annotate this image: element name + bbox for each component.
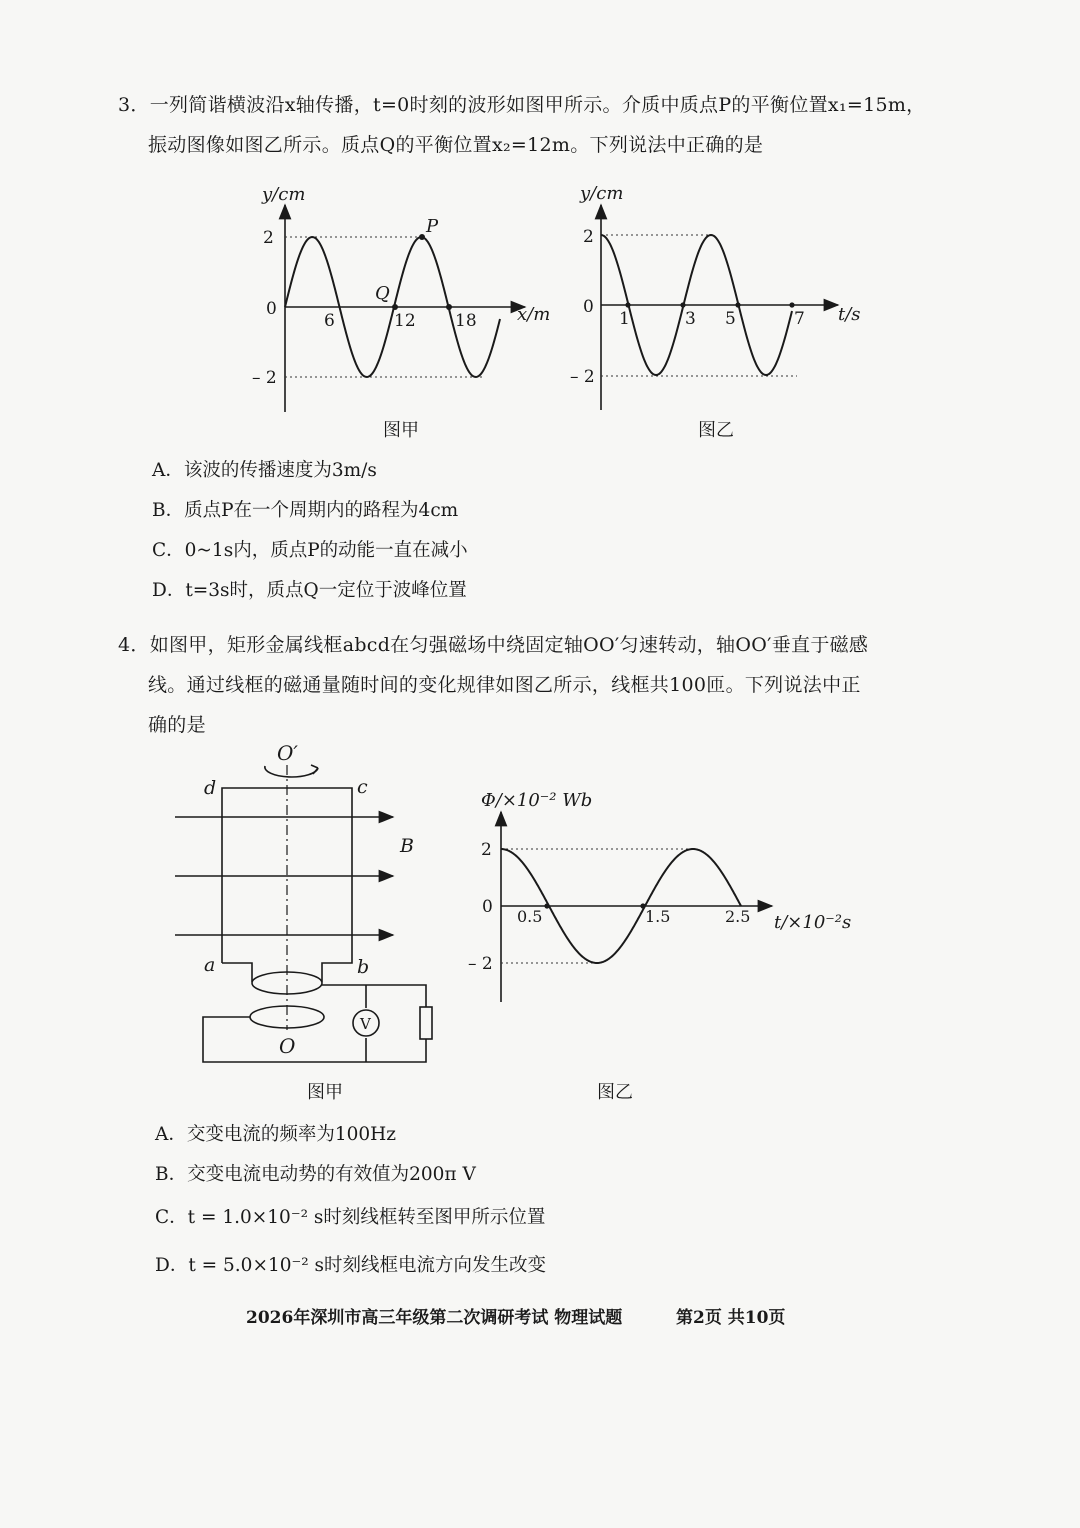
xtick-12: 12: [394, 311, 416, 331]
label-o-prime: O′: [277, 741, 298, 765]
point-18-marker: [446, 304, 452, 310]
tick-dot-5: [735, 302, 740, 307]
ytick-2: 2: [481, 840, 492, 860]
wire-top: [322, 985, 426, 1007]
ytick-neg2: – 2: [468, 954, 493, 974]
q3-option-a: A．该波的传播速度为3m/s: [152, 460, 377, 481]
q4-stem-line2: 线。通过线框的磁通量随时间的变化规律如图乙所示，线框共100匝。下列说法中正: [148, 674, 861, 696]
y-axis-label: y/cm: [580, 183, 624, 204]
point-q-marker: [392, 304, 398, 310]
q4-stem-line1: 4．如图甲，矩形金属线框abcd在匀强磁场中绕固定轴OO′匀速转动，轴OO′垂直于磁感: [118, 634, 869, 656]
q3-wave-graph: [252, 184, 550, 412]
footer-exam-title: 2026年深圳市高三年级第二次调研考试 物理试题: [246, 1308, 623, 1328]
q4-flux-graph: [468, 790, 851, 1002]
resistor: [420, 1007, 432, 1039]
xtick-6: 6: [324, 311, 335, 331]
xtick-18: 18: [455, 311, 477, 331]
point-p-marker: [419, 234, 425, 240]
q4-coil-diagram: [175, 765, 432, 1062]
phi-axis-label: Φ/×10⁻² Wb: [481, 790, 593, 811]
ttick-1-5: 1.5: [645, 907, 671, 926]
q3-option-d: D．t=3s时，质点Q一定位于波峰位置: [152, 580, 467, 601]
label-a: a: [204, 954, 216, 976]
label-c: c: [357, 776, 368, 798]
q3-fig-a-caption: 图甲: [383, 420, 419, 441]
q3-stem-line2: 振动图像如图乙所示。质点Q的平衡位置x₂=12m。下列说法中正确的是: [148, 134, 764, 156]
ttick-5: 5: [725, 309, 736, 329]
x-axis-label: x/m: [517, 304, 551, 325]
ytick-neg2: – 2: [252, 368, 277, 388]
q4-fig-b-caption: 图乙: [597, 1082, 633, 1103]
tick-dot-7: [789, 302, 794, 307]
q4-stem-line3: 确的是: [148, 714, 206, 736]
ytick-2: 2: [583, 227, 594, 247]
q3-option-c: C．0~1s内，质点P的动能一直在减小: [152, 540, 468, 561]
ytick-0: 0: [583, 297, 594, 317]
footer-page-number: 第2页 共10页: [676, 1308, 786, 1328]
q4-option-a: A．交变电流的频率为100Hz: [155, 1124, 397, 1145]
q3-fig-b-caption: 图乙: [698, 420, 734, 441]
tick-dot-0-5: [544, 903, 549, 908]
t-axis-label: t/×10⁻²s: [774, 912, 852, 933]
q4-fig-a-caption: 图甲: [307, 1082, 343, 1103]
label-d: d: [204, 777, 217, 799]
q4-option-d: D．t = 5.0×10⁻² s时刻线框电流方向发生改变: [155, 1255, 547, 1276]
ytick-0: 0: [266, 299, 277, 319]
label-b: b: [357, 956, 370, 978]
ytick-0: 0: [482, 897, 493, 917]
q3-stem-line1: 3．一列简谐横波沿x轴传播，t=0时刻的波形如图甲所示。介质中质点P的平衡位置x₁=15m，: [118, 94, 926, 116]
ttick-7: 7: [794, 309, 805, 329]
label-field-b: B: [400, 835, 414, 857]
ytick-2: 2: [263, 228, 274, 248]
y-axis-label: y/cm: [262, 184, 306, 205]
ytick-neg2: – 2: [570, 367, 595, 387]
q4-option-b: B．交变电流电动势的有效值为200π V: [155, 1164, 476, 1185]
label-p: P: [426, 216, 439, 237]
label-o: O: [279, 1034, 296, 1058]
tick-dot-3: [680, 302, 685, 307]
ttick-1: 1: [619, 309, 630, 329]
ttick-0-5: 0.5: [517, 907, 543, 926]
tick-dot-1: [625, 302, 630, 307]
ttick-3: 3: [685, 309, 696, 329]
voltmeter-label: V: [360, 1015, 371, 1033]
q3-vibration-graph: [570, 183, 861, 410]
label-q: Q: [375, 283, 390, 304]
rotation-arrow: [265, 766, 318, 777]
ttick-2-5: 2.5: [725, 907, 751, 926]
q4-option-c: C．t = 1.0×10⁻² s时刻线框转至图甲所示位置: [155, 1207, 546, 1228]
q3-option-b: B．质点P在一个周期内的路程为4cm: [152, 500, 459, 521]
t-axis-label: t/s: [838, 304, 861, 325]
